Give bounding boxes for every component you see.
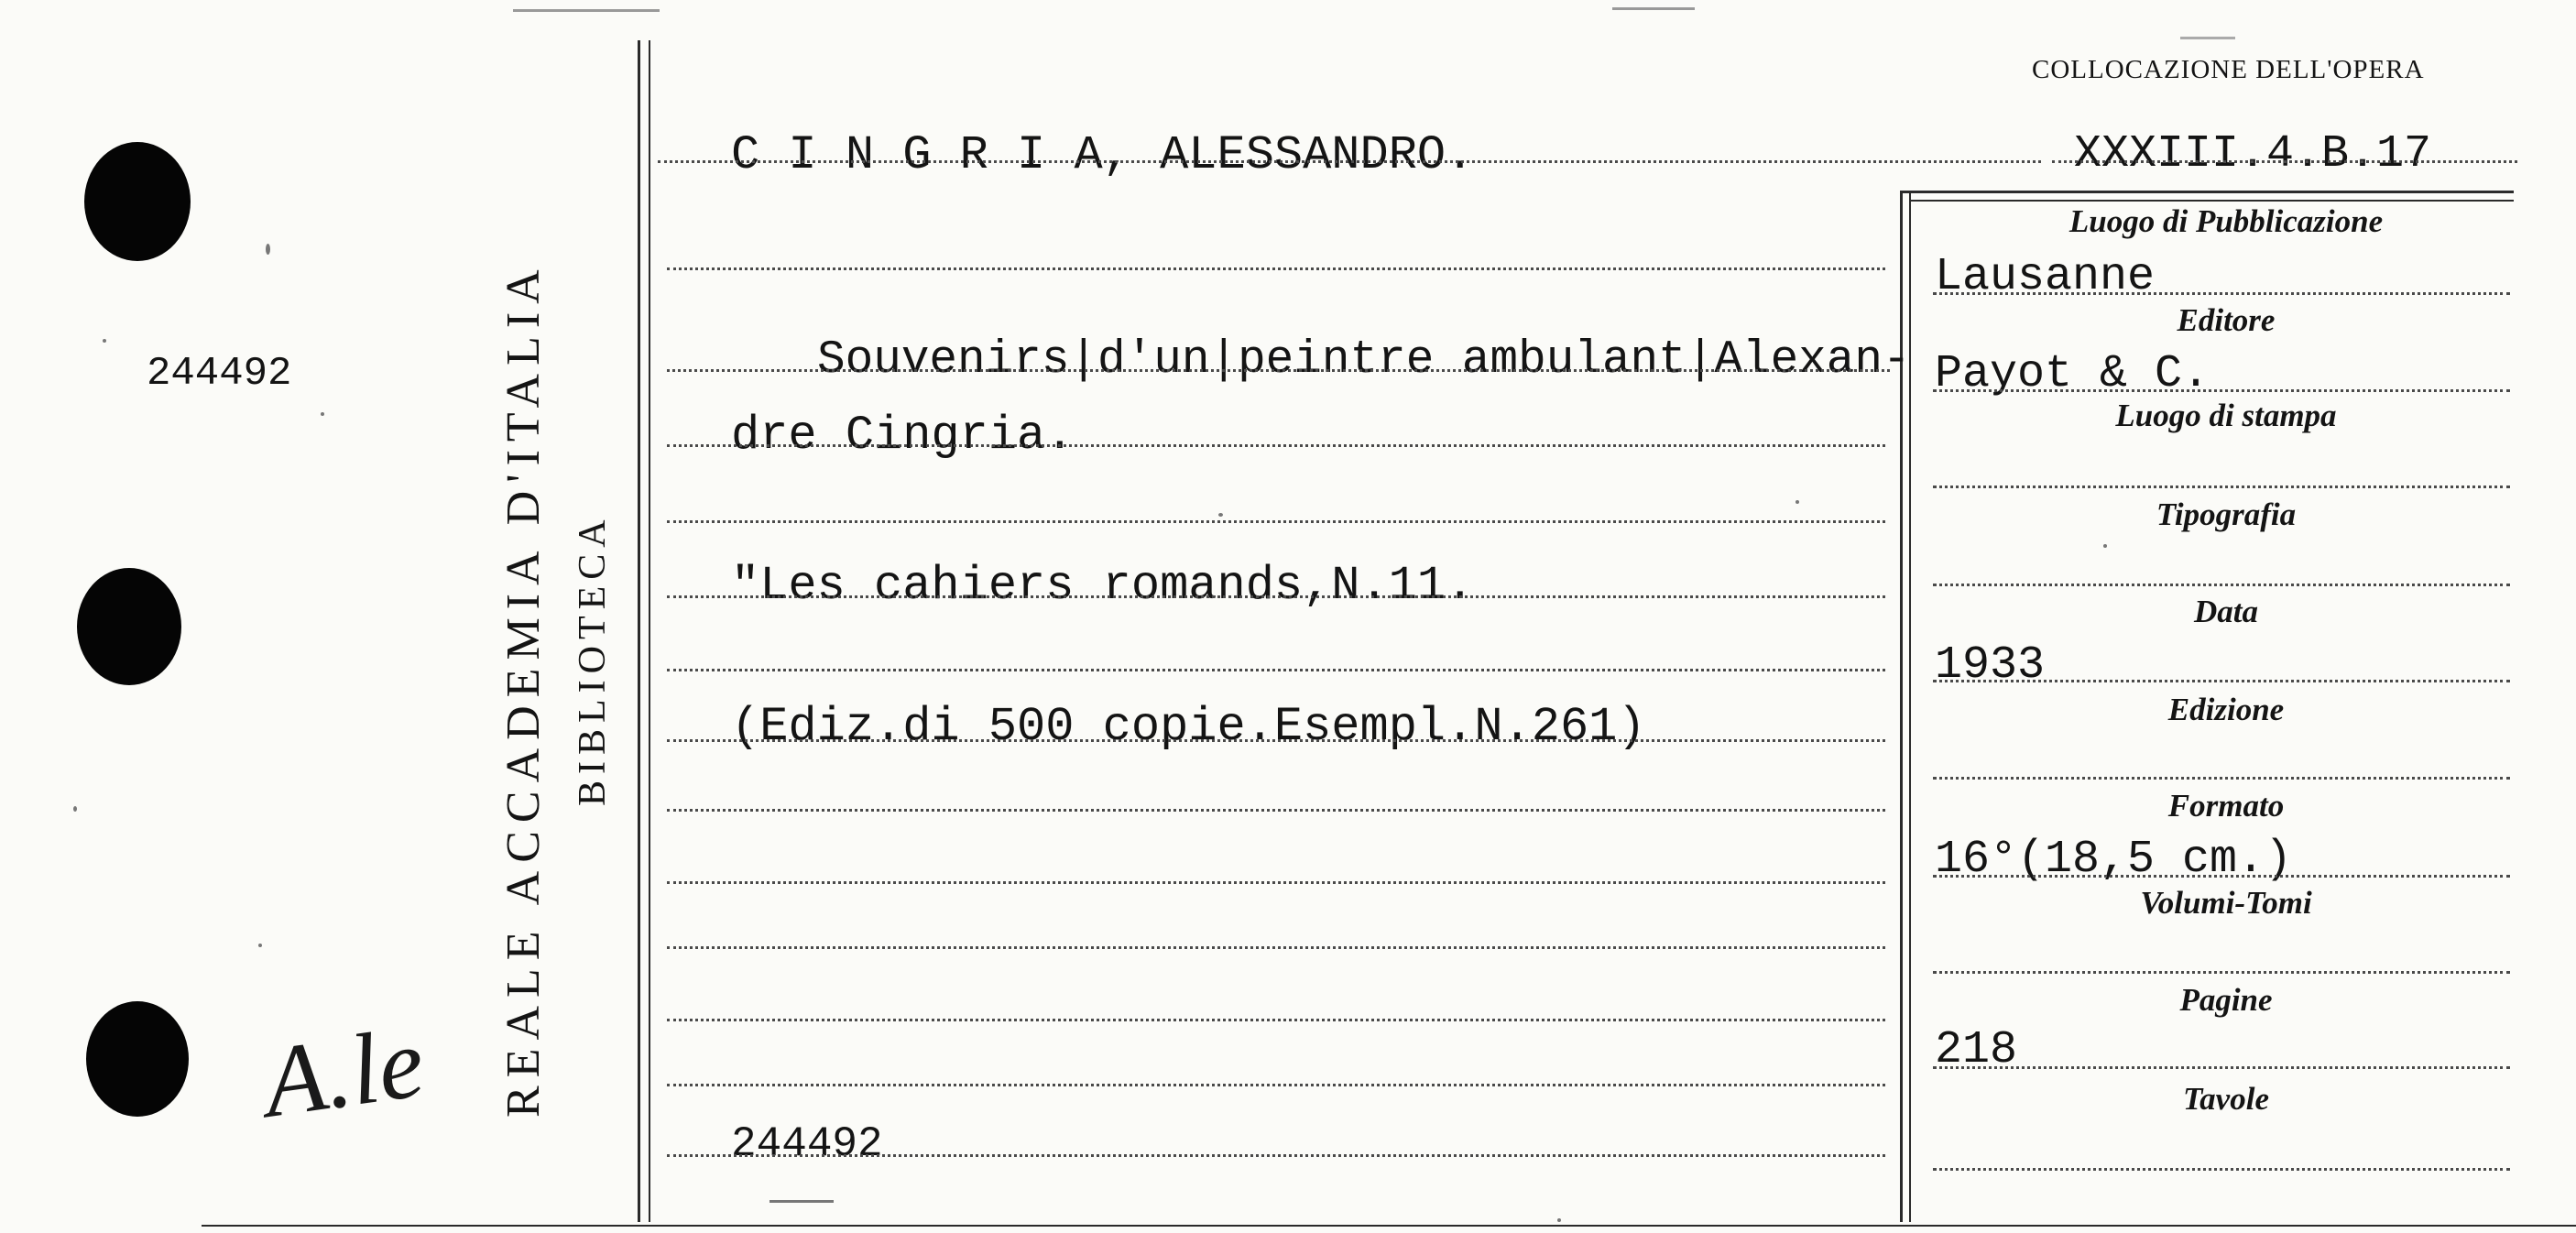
title-line-1: Souvenirs|d'un|peintre ambulant|Alexan- [817, 334, 1911, 387]
side-inventory-number: 244492 [147, 351, 292, 397]
author-heading: C I N G R I A, ALESSANDRO. [731, 128, 1475, 182]
field-rule-8 [1933, 971, 2510, 974]
library-label: BIBLIOTECA [572, 513, 614, 806]
scan-speck [2103, 544, 2107, 548]
label-tavole: Tavole [2183, 1081, 2269, 1117]
scan-speck [2180, 37, 2235, 39]
handwritten-initials: A.le [257, 1005, 431, 1139]
rule-5 [667, 520, 1885, 523]
scan-speck [1612, 7, 1695, 10]
label-data: Data [2194, 594, 2258, 629]
value-data: 1933 [1935, 639, 2046, 692]
rule-13 [667, 1084, 1885, 1086]
scan-speck [1218, 513, 1223, 517]
label-formato: Formato [2167, 788, 2285, 824]
rule-3 [667, 369, 1890, 372]
scan-speck [266, 244, 270, 255]
label-luogo-stampa: Luogo di stampa [2115, 398, 2337, 433]
field-rule-4 [1933, 584, 2510, 586]
left-divider [638, 40, 640, 1222]
rule-8 [667, 739, 1885, 742]
field-rule-5 [1933, 680, 2510, 682]
institution-name: REALE ACCADEMIA D'ITALIA [497, 261, 550, 1118]
shelfmark-rule [2052, 160, 2517, 163]
field-rule-1 [1933, 292, 2510, 295]
rule-7 [667, 669, 1885, 671]
field-rule-2 [1933, 389, 2510, 392]
label-edizione: Edizione [2167, 692, 2285, 727]
value-pagine: 218 [1935, 1024, 2018, 1076]
rule-4 [667, 444, 1885, 447]
punch-hole-bottom [86, 1001, 189, 1117]
title-line-2: dre Cingria. [731, 409, 1075, 463]
rule-1 [658, 160, 2041, 163]
rule-12 [667, 1019, 1885, 1021]
edition-note: (Ediz.di 500 copie.Esempl.N.261) [731, 700, 1646, 754]
scan-speck [103, 339, 106, 343]
record-inventory-number: 244492 [731, 1120, 883, 1168]
label-luogo-pubblicazione: Luogo di Pubblicazione [2068, 203, 2384, 239]
right-box-top-border-inner [1909, 200, 2514, 202]
shelfmark: XXXIII.4.B.17 [2074, 128, 2432, 180]
right-box-top-border [1900, 191, 2514, 193]
rule-14 [667, 1154, 1885, 1157]
label-editore: Editore [2177, 302, 2276, 338]
collocazione-label: COLLOCAZIONE DELL'OPERA [2032, 55, 2425, 84]
label-volumi-tomi: Volumi-Tomi [2140, 885, 2312, 921]
scan-speck [258, 944, 262, 947]
field-rule-7 [1933, 875, 2510, 878]
value-formato: 16°(18,5 cm.) [1935, 834, 2293, 886]
scan-speck [73, 806, 77, 812]
scan-speck [321, 412, 324, 416]
left-divider-inner [649, 40, 650, 1222]
scan-speck [513, 9, 660, 12]
rule-2 [667, 267, 1885, 270]
rule-9 [667, 809, 1885, 812]
value-editore: Payot & C. [1935, 348, 2210, 400]
label-pagine: Pagine [2179, 982, 2273, 1018]
field-rule-6 [1933, 777, 2510, 780]
scan-speck [1796, 500, 1799, 504]
label-tipografia: Tipografia [2156, 496, 2297, 532]
field-rule-9 [1933, 1066, 2510, 1069]
rule-11 [667, 946, 1885, 949]
field-rule-3 [1933, 486, 2510, 488]
scan-speck [1557, 1218, 1561, 1222]
value-luogo-pubblicazione: Lausanne [1935, 251, 2156, 303]
card-bottom-edge [202, 1225, 2576, 1227]
scan-speck [770, 1200, 834, 1203]
rule-6 [667, 595, 1885, 598]
punch-hole-middle [77, 568, 181, 685]
punch-hole-top [84, 142, 191, 261]
rule-10 [667, 881, 1885, 884]
series-statement: "Les cahiers romands,N.11. [731, 559, 1475, 613]
field-rule-10 [1933, 1168, 2510, 1171]
